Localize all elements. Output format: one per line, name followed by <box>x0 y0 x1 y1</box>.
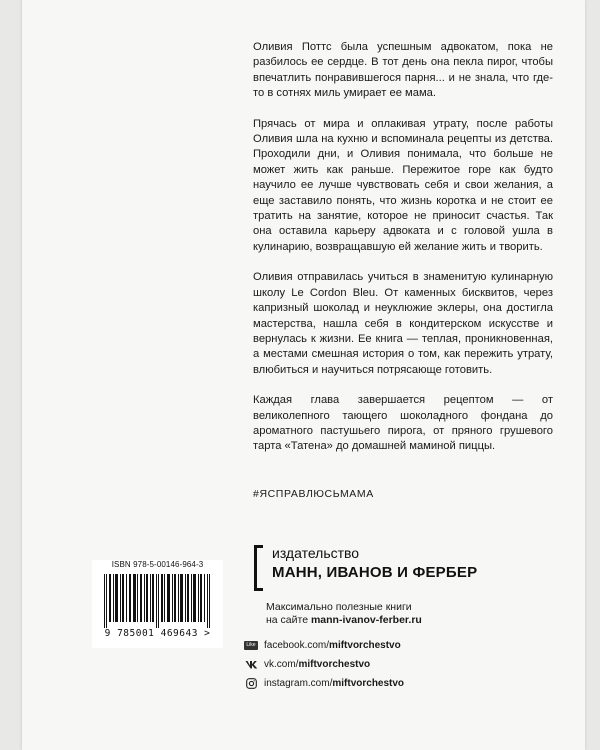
publisher-tagline <box>266 601 422 627</box>
vk-link <box>244 655 404 674</box>
tagline-line-1: Максимально полезные книги <box>266 601 412 613</box>
book-back-cover <box>22 0 585 750</box>
hashtag: #ЯСПРАВЛЮСЬМАМА <box>253 488 374 500</box>
tagline-prefix: на сайте <box>266 614 311 626</box>
publisher-bracket-mark <box>254 545 263 591</box>
tagline-line-2 <box>266 614 422 627</box>
vk-handle: miftvorchestvo <box>298 659 371 670</box>
book-description <box>253 40 553 470</box>
publisher-name: МАНН, ИВАНОВ И ФЕРБЕР <box>272 564 478 581</box>
description-paragraph-2: Прячась от мира и оплакивая утрату, после работы Оливия шла на кухню и вспоминала рецепты из детства. Проходили дни, и Оливия понимала, что больше не может жить как раньше. Пережитое горе как будто научило ее лучше чувствовать себя и свои желания, а еще заставило понять, что жизнь коротка и не стоит ее тратить на занятие, которое не приносит счастья. Так она оставила карьеру адвоката и с головой ушла в кулинарию, возвращавшую ей желание жить и творить. <box>253 117 553 253</box>
instagram-handle: miftvorchestvo <box>332 678 405 689</box>
facebook-link <box>244 636 404 655</box>
vk-icon <box>244 660 258 670</box>
facebook-like-badge: Like <box>244 641 258 650</box>
publisher-logo <box>254 545 484 587</box>
isbn-barcode-block <box>92 560 223 648</box>
publisher-website: mann-ivanov-ferber.ru <box>310 614 422 626</box>
barcode-image <box>102 574 213 628</box>
instagram-link <box>244 674 404 693</box>
isbn-label: ISBN 978-5-00146-964-3 <box>111 560 204 569</box>
description-paragraph-1: Оливия Поттс была успешным адвокатом, пока не разбилось ее сердце. В тот день она пекла пирог, чтобы впечатлить понравившегося парня... и не знала, что где-то в сотнях миль умирает ее мама. <box>253 41 553 100</box>
barcode-digits: 9 785001 469643 > <box>104 628 211 639</box>
instagram-prefix: instagram.com/ <box>264 678 333 689</box>
facebook-handle: miftvorchestvo <box>329 640 401 651</box>
facebook-like-icon <box>244 641 258 651</box>
description-paragraph-4: Каждая глава завершается рецептом — от великолепного тающего шоколадного фондана до ароматного пастушьего пирога, от пряного грушевого тарта «Татена» до домашней маминой пиццы. <box>253 394 553 453</box>
publisher-label: издательство <box>272 545 360 561</box>
vk-prefix: vk.com/ <box>264 659 299 670</box>
social-links <box>244 636 404 693</box>
facebook-prefix: facebook.com/ <box>264 640 330 651</box>
description-paragraph-3: Оливия отправилась учиться в знаменитую кулинарную школу Le Cordon Bleu. От каменных бисквитов, через капризный шоколад и неуклюжие эклеры, она достигла мастерства, нашла себя в кондитерском искусстве и вернулась к жизни. Ее книга — теплая, проникновенная, а местами смешная история о том, как пережить утрату, влюбиться и научиться потрясающе готовить. <box>253 271 553 376</box>
instagram-icon <box>244 679 258 689</box>
